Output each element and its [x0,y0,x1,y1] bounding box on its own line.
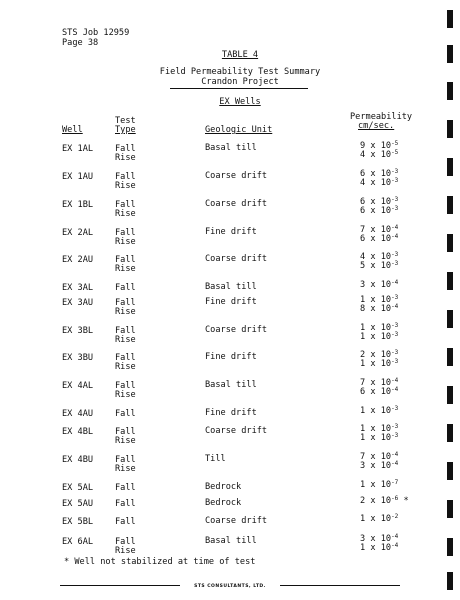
permeability-value [360,206,398,216]
exponent: -3 [391,432,399,439]
test-type: Rise [115,335,136,345]
binding-mark [447,348,453,366]
times-ten: x 10 [365,350,392,360]
col-header-geologic-unit: Geologic Unit [205,125,273,135]
test-type: Fall [115,455,136,465]
footnote: * Well not stabilized at time of test [64,557,256,567]
exponent: -3 [391,168,399,175]
page-number: Page 38 [62,38,99,48]
geologic-unit: Fine drift [205,352,257,362]
exponent: -4 [391,303,399,310]
well-id: EX 5BL [62,517,94,527]
times-ten: x 10 [365,359,392,369]
mantissa: 7 [360,452,366,462]
test-type: Fall [115,326,136,336]
mantissa: 6 [360,206,366,216]
mantissa: 6 [360,234,366,244]
mantissa: 6 [360,387,366,397]
times-ten: x 10 [365,206,392,216]
exponent: -5 [391,140,399,147]
times-ten: x 10 [365,141,392,151]
binding-mark [447,462,453,480]
geologic-unit: Fine drift [205,227,257,237]
col-header-test: Test [115,116,136,126]
test-type: Rise [115,362,136,372]
binding-mark [447,500,453,518]
well-id: EX 3BU [62,353,94,363]
permeability-value [360,406,398,416]
mantissa: 1 [360,424,366,434]
table-title: Field Permeability Test Summary [159,67,321,77]
exponent: -4 [391,542,399,549]
times-ten: x 10 [365,514,392,524]
permeability-value [360,261,398,271]
mantissa: 2 [360,350,366,360]
exponent: -3 [391,358,399,365]
permeability-value [360,387,398,397]
binding-mark [447,120,453,138]
exponent: -3 [391,260,399,267]
test-type: Fall [115,144,136,154]
mantissa: 1 [360,433,366,443]
col-header-well: Well [62,125,83,135]
permeability-value [360,150,398,160]
binding-mark [447,538,453,556]
times-ten: x 10 [365,295,392,305]
permeability-value [360,514,398,524]
permeability-value [360,543,398,553]
test-type: Rise [115,181,136,191]
geologic-unit: Bedrock [205,482,242,492]
geologic-unit: Basal till [205,143,257,153]
mantissa: 7 [360,378,366,388]
mantissa: 1 [360,406,366,416]
exponent: -3 [391,322,399,329]
permeability-value [360,332,398,342]
exponent: -3 [391,331,399,338]
permeability-value [360,496,409,506]
mantissa: 8 [360,304,366,314]
geologic-unit: Coarse drift [205,426,268,436]
binding-mark [447,196,453,214]
col-header-type: Type [115,125,136,135]
mantissa: 7 [360,225,366,235]
times-ten: x 10 [365,323,392,333]
exponent: -4 [391,460,399,467]
well-id: EX 2AL [62,228,94,238]
geologic-unit: Coarse drift [205,199,268,209]
times-ten: x 10 [365,234,392,244]
exponent: -2 [391,513,399,520]
job-number: STS Job 12959 [62,28,130,38]
footer-rule-right [280,585,400,586]
test-type: Fall [115,172,136,182]
footer-rule-left [60,585,180,586]
times-ten: x 10 [365,543,392,553]
permeability-value [360,304,398,314]
test-type: Fall [115,381,136,391]
permeability-value [360,461,398,471]
geologic-unit: Basal till [205,380,257,390]
times-ten: x 10 [365,178,392,188]
permeability-value [360,480,398,490]
well-id: EX 5AL [62,483,94,493]
exponent: -3 [391,177,399,184]
test-type: Rise [115,264,136,274]
mantissa: 3 [360,461,366,471]
exponent: -4 [391,533,399,540]
binding-mark [447,310,453,328]
mantissa: 6 [360,169,366,179]
mantissa: 4 [360,178,366,188]
times-ten: x 10 [365,433,392,443]
test-type: Fall [115,353,136,363]
mantissa: 1 [360,543,366,553]
times-ten: x 10 [365,480,392,490]
exponent: -4 [391,224,399,231]
exponent: -7 [391,479,399,486]
times-ten: x 10 [365,280,392,290]
exponent: -3 [391,196,399,203]
test-type: Rise [115,209,136,219]
exponent: -4 [391,279,399,286]
exponent: -3 [391,405,399,412]
binding-mark [447,424,453,442]
exponent: -3 [391,423,399,430]
test-type: Rise [115,436,136,446]
mantissa: 6 [360,197,366,207]
well-id: EX 5AU [62,499,94,509]
geologic-unit: Coarse drift [205,171,268,181]
well-id: EX 4BL [62,427,94,437]
test-type: Fall [115,200,136,210]
table-number: TABLE 4 [221,50,259,60]
mantissa: 1 [360,323,366,333]
well-id: EX 1AU [62,172,94,182]
binding-mark [447,158,453,176]
test-type: Fall [115,499,136,509]
mantissa: 4 [360,252,366,262]
well-id: EX 3AU [62,298,94,308]
test-type: Fall [115,298,136,308]
permeability-value [360,280,398,290]
mantissa: 5 [360,261,366,271]
mantissa: 9 [360,141,366,151]
mantissa: 2 [360,496,366,506]
mantissa: 3 [360,534,366,544]
geologic-unit: Basal till [205,536,257,546]
mantissa: 1 [360,295,366,305]
well-id: EX 1AL [62,144,94,154]
times-ten: x 10 [365,197,392,207]
exponent: -4 [391,233,399,240]
test-type: Rise [115,153,136,163]
not-stabilized-flag: * [398,496,409,506]
test-type: Fall [115,517,136,527]
geologic-unit: Coarse drift [205,254,268,264]
test-type: Fall [115,537,136,547]
well-id: EX 3BL [62,326,94,336]
binding-mark [447,572,453,590]
test-type: Fall [115,483,136,493]
geologic-unit: Fine drift [205,408,257,418]
exponent: -3 [391,251,399,258]
test-type: Fall [115,283,136,293]
times-ten: x 10 [365,252,392,262]
binding-mark [447,82,453,100]
geologic-unit: Basal till [205,282,257,292]
exponent: -4 [391,386,399,393]
exponent: -5 [391,149,399,156]
geologic-unit: Fine drift [205,297,257,307]
times-ten: x 10 [365,534,392,544]
well-id: EX 1BL [62,200,94,210]
well-id: EX 2AU [62,255,94,265]
times-ten: x 10 [365,261,392,271]
permeability-value [360,234,398,244]
well-id: EX 4BU [62,455,94,465]
table-subtitle: Crandon Project [201,77,279,87]
geologic-unit: Bedrock [205,498,242,508]
test-type: Rise [115,237,136,247]
mantissa: 4 [360,150,366,160]
exponent: -3 [391,205,399,212]
binding-mark [447,45,453,63]
times-ten: x 10 [365,461,392,471]
mantissa: 1 [360,332,366,342]
exponent: -3 [391,294,399,301]
geologic-unit: Till [205,454,226,464]
well-id: EX 6AL [62,537,94,547]
times-ten: x 10 [365,424,392,434]
test-type: Fall [115,228,136,238]
well-id: EX 4AU [62,409,94,419]
times-ten: x 10 [365,304,392,314]
times-ten: x 10 [365,496,392,506]
times-ten: x 10 [365,378,392,388]
test-type: Rise [115,390,136,400]
mantissa: 3 [360,280,366,290]
mantissa: 1 [360,359,366,369]
exponent: -4 [391,451,399,458]
well-id: EX 4AL [62,381,94,391]
test-type: Fall [115,255,136,265]
times-ten: x 10 [365,169,392,179]
test-type: Rise [115,546,136,556]
permeability-value [360,178,398,188]
exponent: -3 [391,349,399,356]
col-header-units: cm/sec. [358,121,395,131]
well-id: EX 3AL [62,283,94,293]
col-header-permeability: Permeability [350,112,413,122]
section-heading: EX Wells [219,97,261,107]
title-underline [170,88,308,89]
exponent: -4 [391,377,399,384]
times-ten: x 10 [365,150,392,160]
test-type: Rise [115,464,136,474]
binding-mark [447,10,453,28]
binding-mark [447,234,453,252]
binding-mark [447,272,453,290]
mantissa: 1 [360,514,366,524]
times-ten: x 10 [365,332,392,342]
mantissa: 1 [360,480,366,490]
times-ten: x 10 [365,225,392,235]
times-ten: x 10 [365,406,392,416]
footer-company: STS CONSULTANTS, LTD. [194,584,266,589]
times-ten: x 10 [365,387,392,397]
exponent: -6 [391,495,399,502]
times-ten: x 10 [365,452,392,462]
test-type: Fall [115,409,136,419]
geologic-unit: Coarse drift [205,516,268,526]
permeability-value [360,433,398,443]
geologic-unit: Coarse drift [205,325,268,335]
permeability-value [360,359,398,369]
binding-mark [447,386,453,404]
test-type: Rise [115,307,136,317]
test-type: Fall [115,427,136,437]
